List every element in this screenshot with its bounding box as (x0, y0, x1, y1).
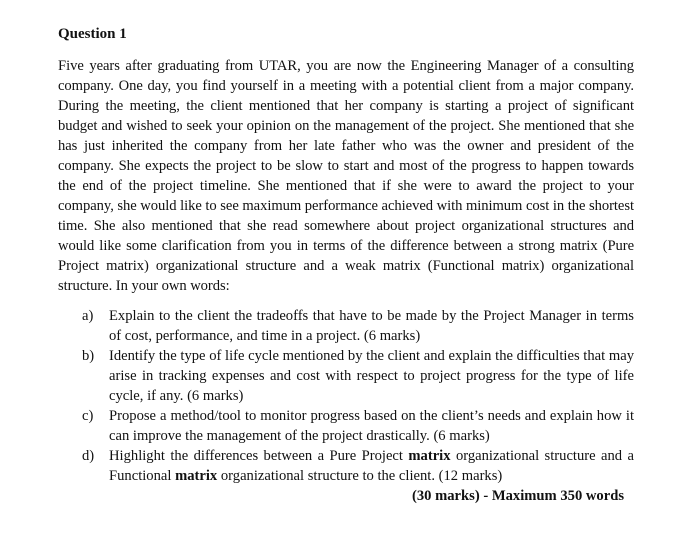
question-document (58, 24, 634, 506)
question-part-b (58, 346, 634, 406)
question-parts-list (58, 306, 634, 486)
part-text-segment: organizational structure to the client. (12 marks) (217, 468, 503, 484)
part-text: Identify the type of life cycle mentioned by the client and explain the difficulties that may arise in tracking expenses and cost with respect to project progress for the type of life cycle, if any. (6 marks) (109, 348, 634, 404)
question-title: Question 1 (58, 26, 127, 42)
part-text (109, 448, 634, 484)
total-marks-note: (30 marks) - Maximum 350 words (412, 488, 624, 504)
part-text: Propose a method/tool to monitor progress based on the client’s needs and explain how it can improve the management of the project drastically. (6 marks) (109, 408, 634, 444)
part-text: Explain to the client the tradeoffs that have to be made by the Project Manager in terms of cost, performance, and time in a project. (6 marks) (109, 308, 634, 344)
part-label: c) (82, 408, 94, 424)
question-part-c (58, 406, 634, 446)
question-intro-paragraph: Five years after graduating from UTAR, you are now the Engineering Manager of a consulting company. One day, you find yourself in a meeting with a potential client from a major company. During the meeting, the client mentioned that her company is starting a project of significant budget and wished to seek your opinion on the management of the project. She mentioned that she has just inherited the company from her late father who was the owner and president of the company. She expects the project to be slow to start and most of the progress to happen towards the end of the project timeline. She mentioned that if she were to award the project to your company, she would like to see maximum performance achieved with minimum cost in the shortest time. She also mentioned that she read somewhere about project organizational structures and would like some clarification from you in terms of the difference between a strong matrix (Pure Project matrix) organizational structure and a weak matrix (Functional matrix) organizational structure. In your own words: (58, 58, 634, 294)
emphasis-matrix: matrix (408, 448, 451, 464)
emphasis-matrix: matrix (175, 468, 218, 484)
part-label: a) (82, 308, 94, 324)
part-text-segment: organizational structure and a Functional (109, 448, 634, 484)
part-label: b) (82, 348, 95, 364)
part-label: d) (82, 448, 95, 464)
question-part-a (58, 306, 634, 346)
part-text-segment: Highlight the differences between a Pure Project (109, 448, 409, 464)
question-part-d (58, 446, 634, 486)
